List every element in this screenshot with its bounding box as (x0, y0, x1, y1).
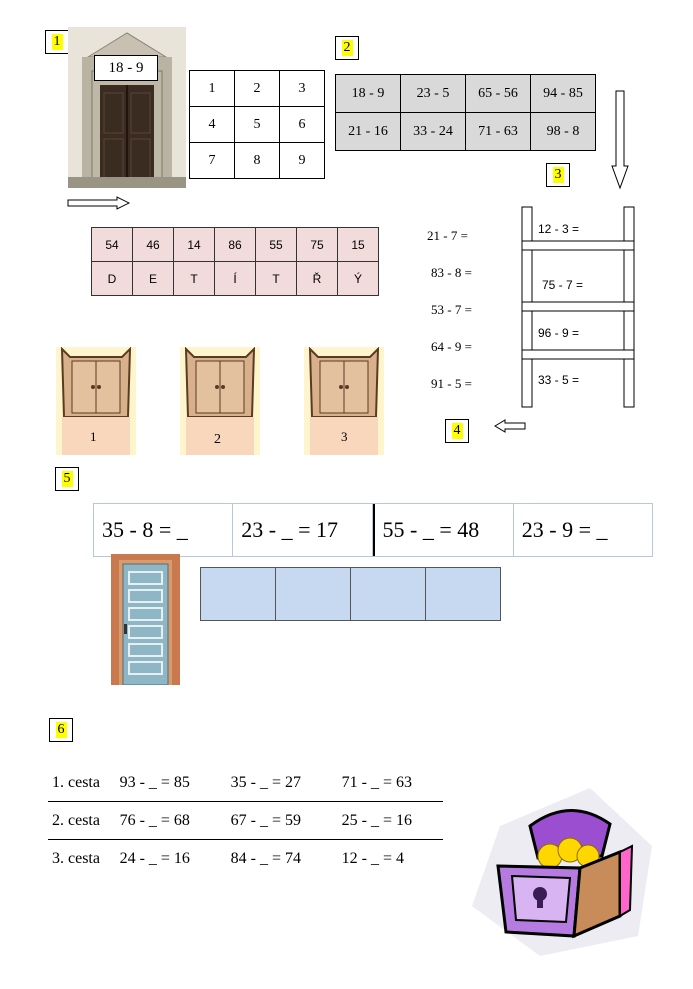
cipher-letter: T (256, 262, 297, 296)
arrow-left-icon (494, 419, 526, 438)
task2-cell: 65 - 56 (466, 75, 531, 113)
wardrobe-number: 2 (214, 432, 221, 447)
cipher-letter: Ý (338, 262, 379, 296)
task-marker-5: 5 (55, 467, 79, 491)
path-label: 1. cesta (52, 773, 100, 791)
path-exercise: 84 - _ = 74 (230, 849, 301, 867)
ladder-exercise: 96 - 9 = (538, 326, 580, 340)
answer-box[interactable] (351, 568, 426, 620)
exercise-text: 53 - 7 = (431, 302, 472, 317)
answer-box[interactable] (276, 568, 351, 620)
keypad-cell: 7 (190, 143, 235, 179)
keypad-cell: 6 (280, 107, 325, 143)
task2-cell: 71 - 63 (466, 113, 531, 151)
path-row (48, 802, 443, 839)
task5-cell: 23 - _ = 17 (233, 504, 372, 556)
cipher-letter: D (92, 262, 133, 296)
cipher-letter: E (133, 262, 174, 296)
keypad-cell: 9 (280, 143, 325, 179)
cipher-number: 15 (338, 228, 379, 262)
path-exercise: 76 - _ = 68 (119, 811, 190, 829)
keypad-cell: 8 (235, 143, 280, 179)
task5-cell: 23 - 9 = _ (521, 517, 608, 542)
path-row (48, 764, 443, 801)
path-exercise: 67 - _ = 59 (230, 811, 301, 829)
path-row (48, 840, 443, 877)
task2-cell: 21 - 16 (336, 113, 401, 151)
path-exercise: 71 - _ = 63 (341, 773, 412, 791)
answer-box[interactable] (426, 568, 500, 620)
blue-door-image (111, 554, 180, 685)
task-marker-6: 6 (49, 718, 73, 742)
task-marker-1: 1 (45, 30, 69, 54)
task5-cell: 55 - _ = 48 (373, 504, 514, 556)
path-exercise: 24 - _ = 16 (119, 849, 190, 867)
exercise-text: 21 - 7 = (427, 228, 468, 243)
exercise-text: 64 - 9 = (431, 339, 472, 354)
task2-cell: 33 - 24 (401, 113, 466, 151)
task-marker-4: 4 (445, 419, 469, 443)
arrow-down-icon (611, 90, 629, 195)
cipher-letter: Í (215, 262, 256, 296)
cipher-number: 55 (256, 228, 297, 262)
cipher-letter: T (174, 262, 215, 296)
cipher-number: 86 (215, 228, 256, 262)
answer-box[interactable] (201, 568, 276, 620)
cipher-number: 46 (133, 228, 174, 262)
path-label: 3. cesta (52, 849, 100, 867)
task-marker-3: 3 (546, 163, 570, 187)
ladder-exercise: 12 - 3 = (538, 222, 580, 236)
ladder-exercise: 33 - 5 = (538, 373, 580, 387)
cipher-table (91, 227, 379, 296)
task5-row (93, 503, 653, 557)
task2-cell: 23 - 5 (401, 75, 466, 113)
exercise-text: 91 - 5 = (431, 376, 472, 391)
task2-cell: 98 - 8 (531, 113, 596, 151)
path-exercise: 25 - _ = 16 (341, 811, 412, 829)
task2-cell: 94 - 85 (531, 75, 596, 113)
keypad-cell: 4 (190, 107, 235, 143)
path-exercise: 12 - _ = 4 (341, 849, 404, 867)
exercise-text: 83 - 8 = (431, 265, 472, 280)
ladder-exercise: 75 - 7 = (542, 278, 584, 292)
keypad-grid (189, 70, 325, 179)
cipher-number: 14 (174, 228, 215, 262)
keypad-cell: 2 (235, 71, 280, 107)
wardrobe-number: 1 (90, 429, 97, 444)
path-exercise: 35 - _ = 27 (230, 773, 301, 791)
path-label: 2. cesta (52, 811, 100, 829)
cipher-number: 75 (297, 228, 338, 262)
task-marker-2: 2 (335, 36, 359, 60)
answer-boxes (200, 567, 501, 621)
treasure-chest-icon (470, 786, 654, 963)
keypad-cell: 1 (190, 71, 235, 107)
task2-cell: 18 - 9 (336, 75, 401, 113)
keypad-cell: 5 (235, 107, 280, 143)
door-label: 18 - 9 (94, 55, 158, 81)
stone-door-image (68, 27, 186, 188)
keypad-cell: 3 (280, 71, 325, 107)
wardrobe-number: 3 (341, 429, 348, 444)
path-exercise: 93 - _ = 85 (119, 773, 190, 791)
cipher-number: 54 (92, 228, 133, 262)
cipher-letter: Ř (297, 262, 338, 296)
task2-grid (335, 74, 596, 151)
arrow-right-icon (67, 196, 131, 215)
task5-cell: 35 - 8 = _ (94, 504, 233, 556)
